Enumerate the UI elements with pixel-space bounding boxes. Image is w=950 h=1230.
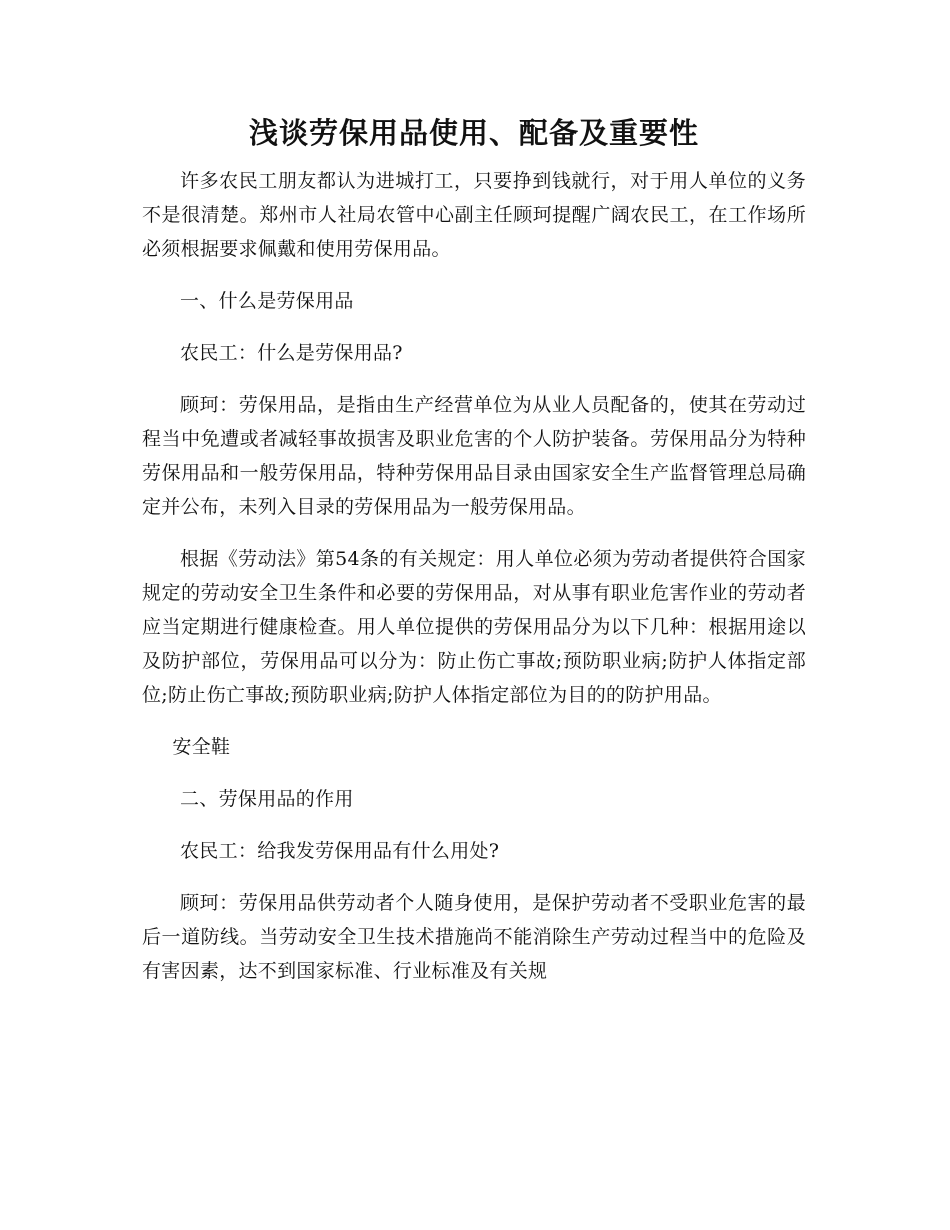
- question-1: 农民工：什么是劳保用品?: [180, 342, 403, 364]
- section-heading-2: 二、劳保用品的作用: [180, 788, 354, 810]
- section-heading-1: 一、什么是劳保用品: [180, 290, 354, 312]
- image-caption: 安全鞋: [172, 736, 231, 758]
- document-body: [142, 112, 806, 1006]
- question-2: 农民工：给我发劳保用品有什么用处?: [180, 840, 500, 862]
- answer-2: 顾珂：劳保用品供劳动者个人随身使用，是保护劳动者不受职业危害的最后一道防线。当劳动安全卫生技术措施尚不能消除生产劳动过程当中的危险及有害因素，达不到国家标准、行业标准及有关规: [142, 892, 806, 982]
- answer-1: 顾珂：劳保用品，是指由生产经营单位为从业人员配备的，使其在劳动过程当中免遭或者减轻事故损害及职业危害的个人防护装备。劳保用品分为特种劳保用品和一般劳保用品，特种劳保用品目录由国家安全生产监督管理总局确定并公布，未列入目录的劳保用品为一般劳保用品。: [142, 394, 806, 518]
- document-title: 浅谈劳保用品使用、配备及重要性: [248, 116, 699, 150]
- paragraph-intro: 许多农民工朋友都认为进城打工，只要挣到钱就行，对于用人单位的义务不是很清楚。郑州市人社局农管中心副主任顾珂提醒广阔农民工，在工作场所必须根据要求佩戴和使用劳保用品。: [142, 170, 806, 260]
- law-paragraph: 根据《劳动法》第54条的有关规定：用人单位必须为劳动者提供符合国家规定的劳动安全卫生条件和必要的劳保用品，对从事有职业危害作业的劳动者应当定期进行健康检查。用人单位提供的劳保用品分为以下几种：根据用途以及防护部位，劳保用品可以分为：防止伤亡事故;预防职业病;防护人体指定部位;防止伤亡事故;预防职业病;防护人体指定部位为目的的防护用品。: [142, 548, 806, 706]
